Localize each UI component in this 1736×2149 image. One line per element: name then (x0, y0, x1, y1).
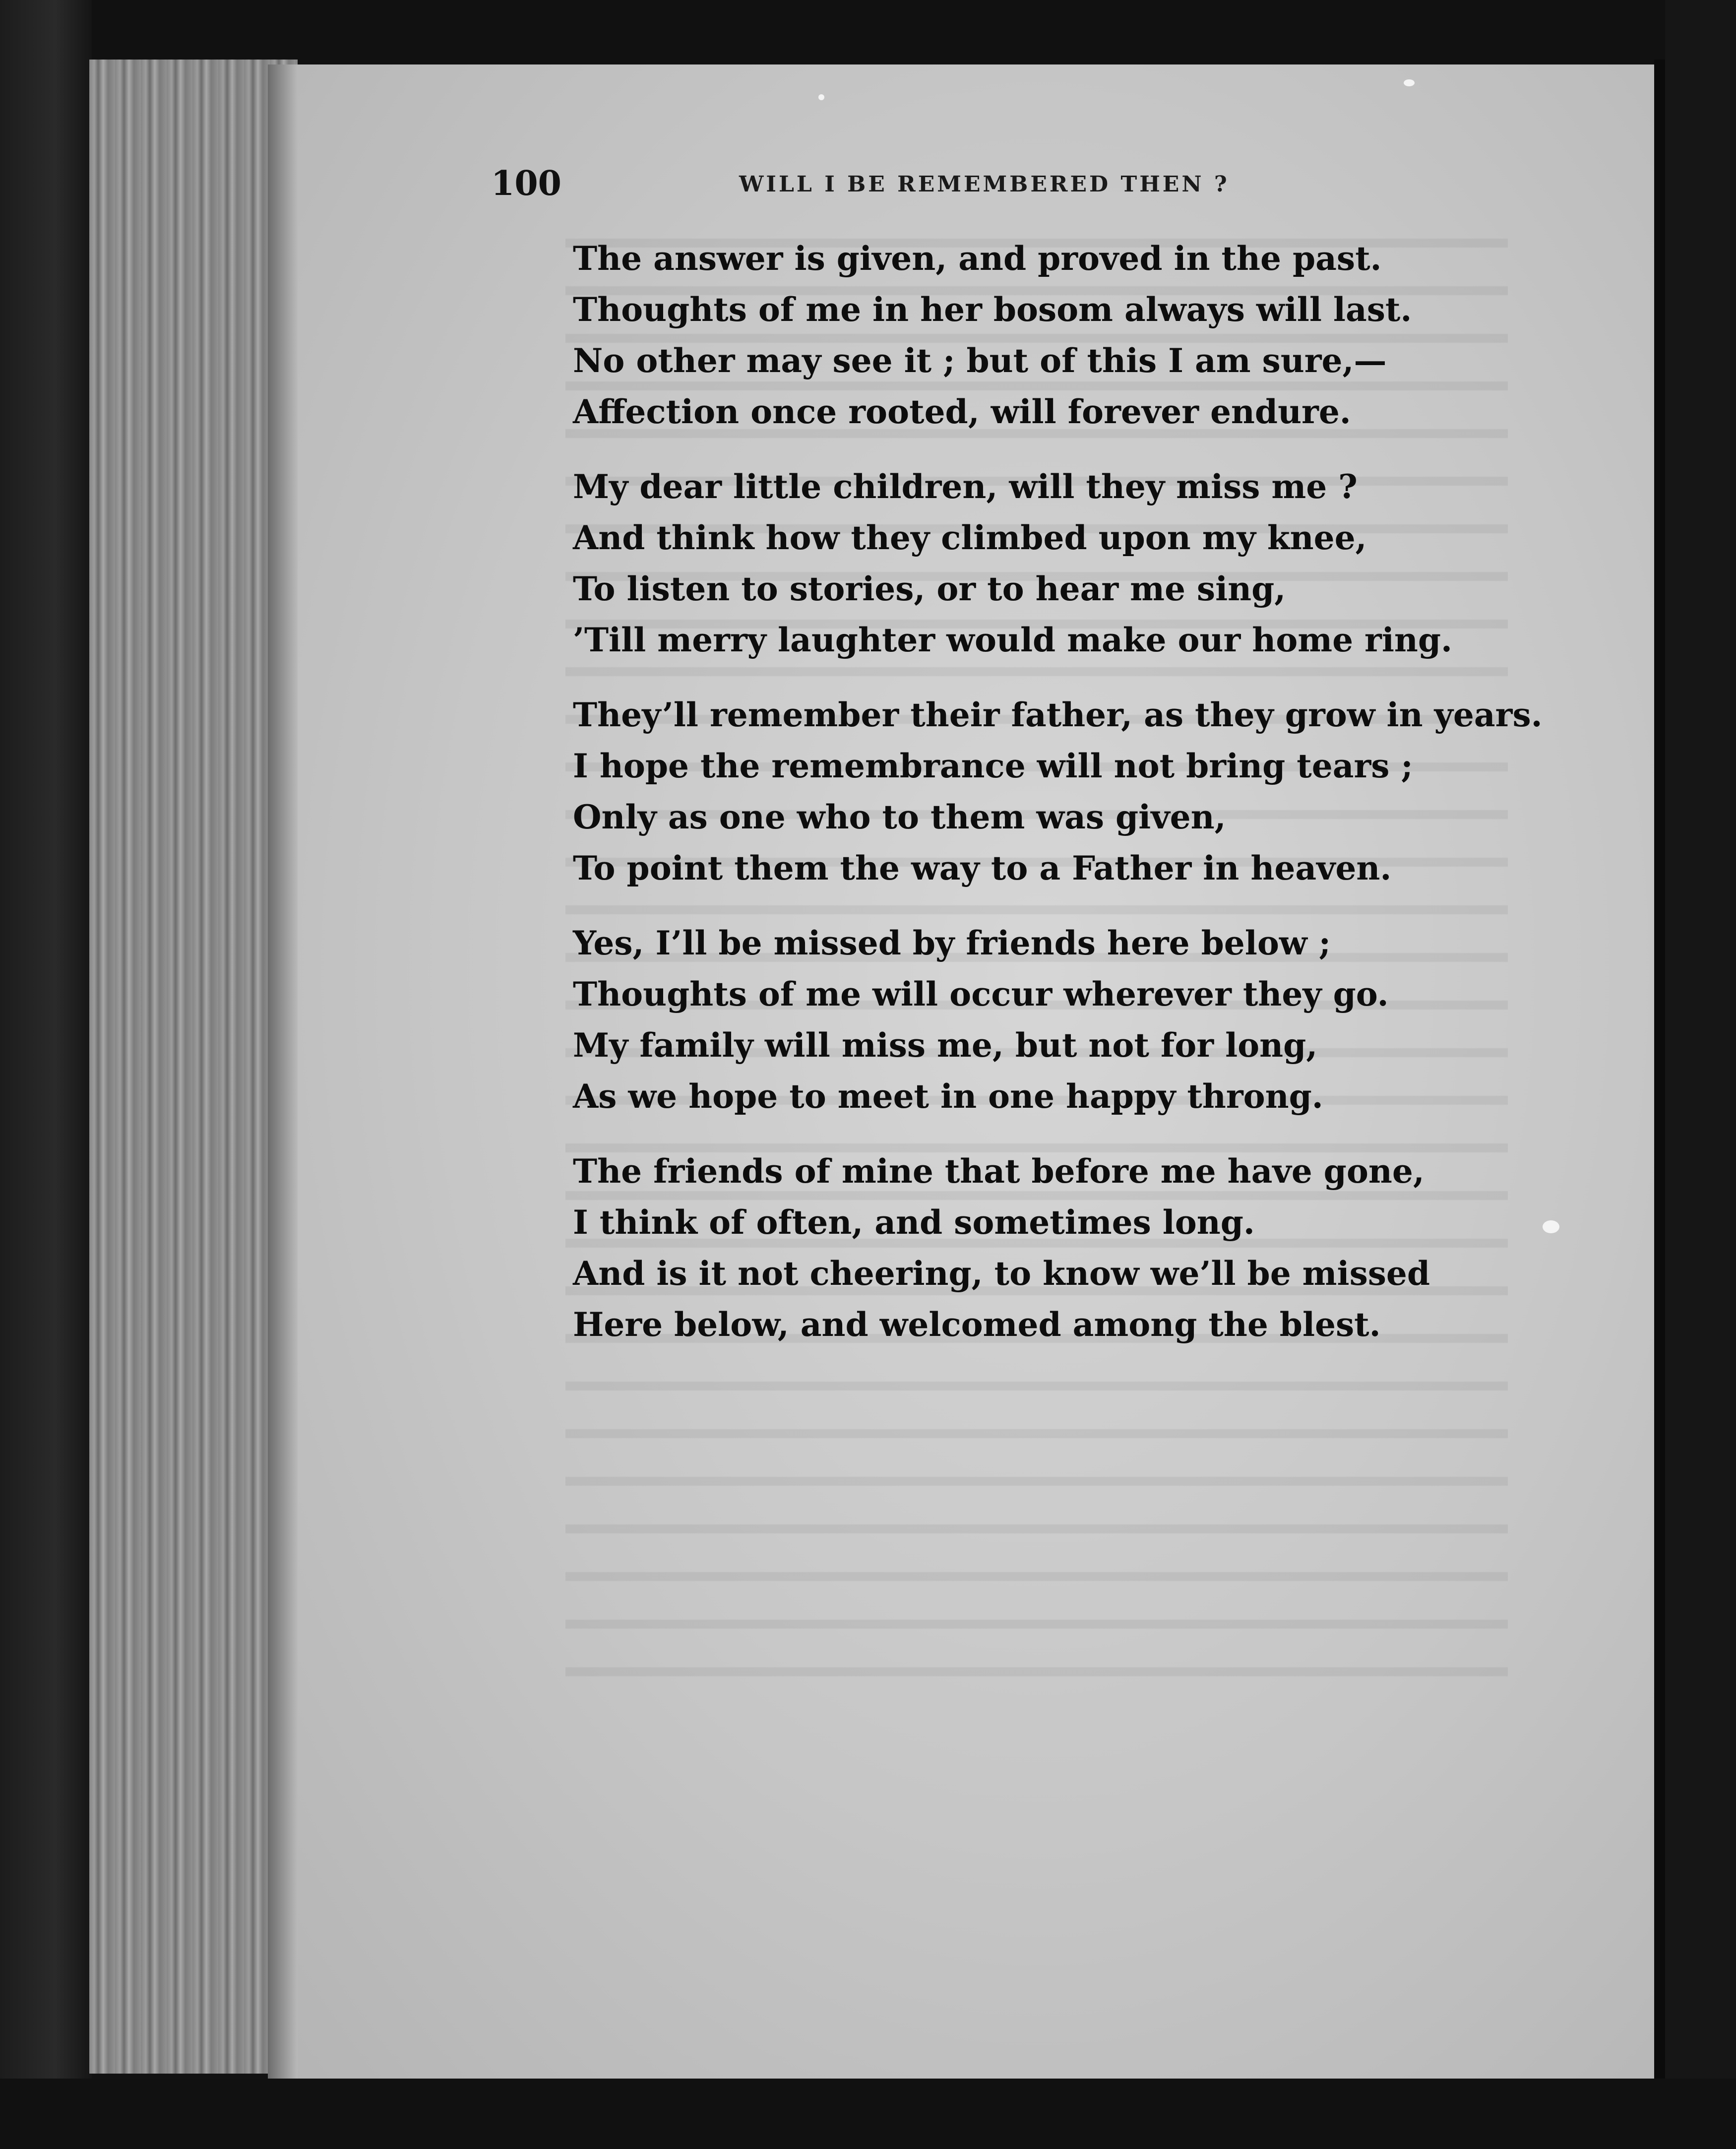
right-page-edge (1654, 60, 1665, 2084)
top-film-border (0, 0, 1736, 64)
poem-line: And think how they climbed upon my knee, (573, 518, 1367, 557)
poem-line: Affection once rooted, will forever endure. (573, 392, 1351, 431)
poem-line: Thoughts of me will occur wherever they go. (573, 975, 1389, 1013)
poem-line: They’ll remember their father, as they grow in years. (573, 695, 1543, 734)
left-film-border (0, 0, 92, 2149)
poem-line: Thoughts of me in her bosom always will last. (573, 290, 1412, 329)
running-title: WILL I BE REMEMBERED THEN ? (739, 172, 1230, 197)
stanza (573, 1146, 1575, 1350)
poem-line: ’Till merry laughter would make our home ring. (573, 621, 1453, 659)
poem-line: The friends of mine that before me have gone, (573, 1152, 1425, 1191)
poem-line: No other may see it ; but of this I am sure,— (573, 341, 1387, 380)
poem-body (573, 233, 1575, 1374)
poem-line: Here below, and welcomed among the blest. (573, 1305, 1381, 1344)
poem-line: My family will miss me, but not for long, (573, 1026, 1318, 1065)
right-film-border (1665, 0, 1736, 2149)
poem-line: I hope the remembrance will not bring tears ; (573, 747, 1413, 785)
page-header (491, 164, 1334, 213)
stanza (573, 690, 1575, 894)
page-number: 100 (491, 164, 561, 203)
bottom-film-border (0, 2079, 1736, 2149)
poem-line: To listen to stories, or to hear me sing, (573, 569, 1286, 608)
stanza (573, 918, 1575, 1122)
poem-line: Only as one who to them was given, (573, 798, 1226, 836)
dust-speck (818, 94, 824, 100)
poem-line: My dear little children, will they miss me ? (573, 467, 1358, 506)
gutter-shadow (268, 64, 298, 2079)
poem-line: I think of often, and sometimes long. (573, 1203, 1255, 1242)
poem-line: And is it not cheering, to know we’ll be missed (573, 1254, 1430, 1293)
poem-line: As we hope to meet in one happy throng. (573, 1077, 1323, 1116)
poem-line: The answer is given, and proved in the past. (573, 239, 1382, 278)
stacked-page-edges (89, 60, 298, 2074)
poem-line: To point them the way to a Father in heaven. (573, 849, 1392, 887)
poem-line: Yes, I’ll be missed by friends here below ; (573, 924, 1331, 962)
dust-speck (1404, 79, 1415, 86)
stanza (573, 233, 1575, 438)
stanza (573, 461, 1575, 666)
